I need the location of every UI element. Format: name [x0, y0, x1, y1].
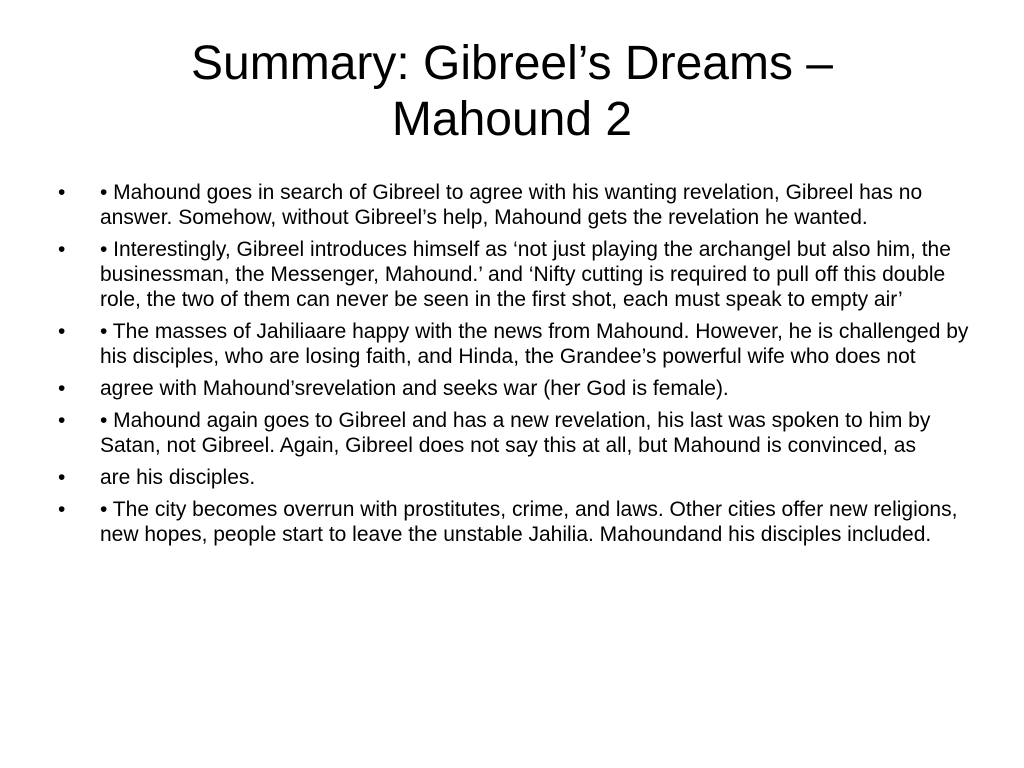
bullet-marker: •: [58, 377, 66, 400]
bullet-item: [58, 497, 978, 547]
bullet-text: • The masses of Jahiliaare happy with the news from Mahound. However, he is challenged by his disciples, who are losing faith, and Hinda, the Grandee’s powerful wife who does not: [100, 320, 969, 368]
bullet-item: [58, 319, 978, 369]
bullet-item: [58, 237, 978, 312]
bullet-marker: •: [58, 409, 66, 432]
bullet-item: [58, 376, 978, 401]
bullet-text: are his disciples.: [100, 466, 256, 489]
bullet-item: [58, 180, 978, 230]
slide-title-line-2: Mahound 2: [391, 93, 633, 146]
bullet-text: agree with Mahound’srevelation and seeks war (her God is female).: [100, 377, 729, 400]
bullet-list: [58, 180, 978, 554]
bullet-text: • The city becomes overrun with prostitutes, crime, and laws. Other cities offer new religions, new hopes, people start to leave the unstable Jahilia. Mahoundand his disciples included.: [100, 498, 958, 546]
bullet-marker: •: [58, 320, 66, 343]
bullet-marker: •: [58, 181, 66, 204]
slide-title-line-1: Summary: Gibreel’s Dreams –: [191, 37, 833, 90]
bullet-marker: •: [58, 498, 66, 521]
bullet-text: • Mahound goes in search of Gibreel to agree with his wanting revelation, Gibreel has no answer. Somehow, without Gibreel’s help, Mahound gets the revelation he wanted.: [100, 181, 923, 229]
bullet-text: • Interestingly, Gibreel introduces himself as ‘not just playing the archangel but also him, the businessman, the Messenger, Mahound.’ and ‘Nifty cutting is required to pull off this double role, the two of them can never be seen in the first shot, each must speak to empty air’: [100, 238, 951, 311]
bullet-marker: •: [58, 238, 66, 261]
bullet-item: [58, 465, 978, 490]
bullet-marker: •: [58, 466, 66, 489]
bullet-item: [58, 408, 978, 458]
slide-title: [90, 36, 934, 148]
bullet-text: • Mahound again goes to Gibreel and has a new revelation, his last was spoken to him by Satan, not Gibreel. Again, Gibreel does not say this at all, but Mahound is convinced, as: [100, 409, 931, 457]
